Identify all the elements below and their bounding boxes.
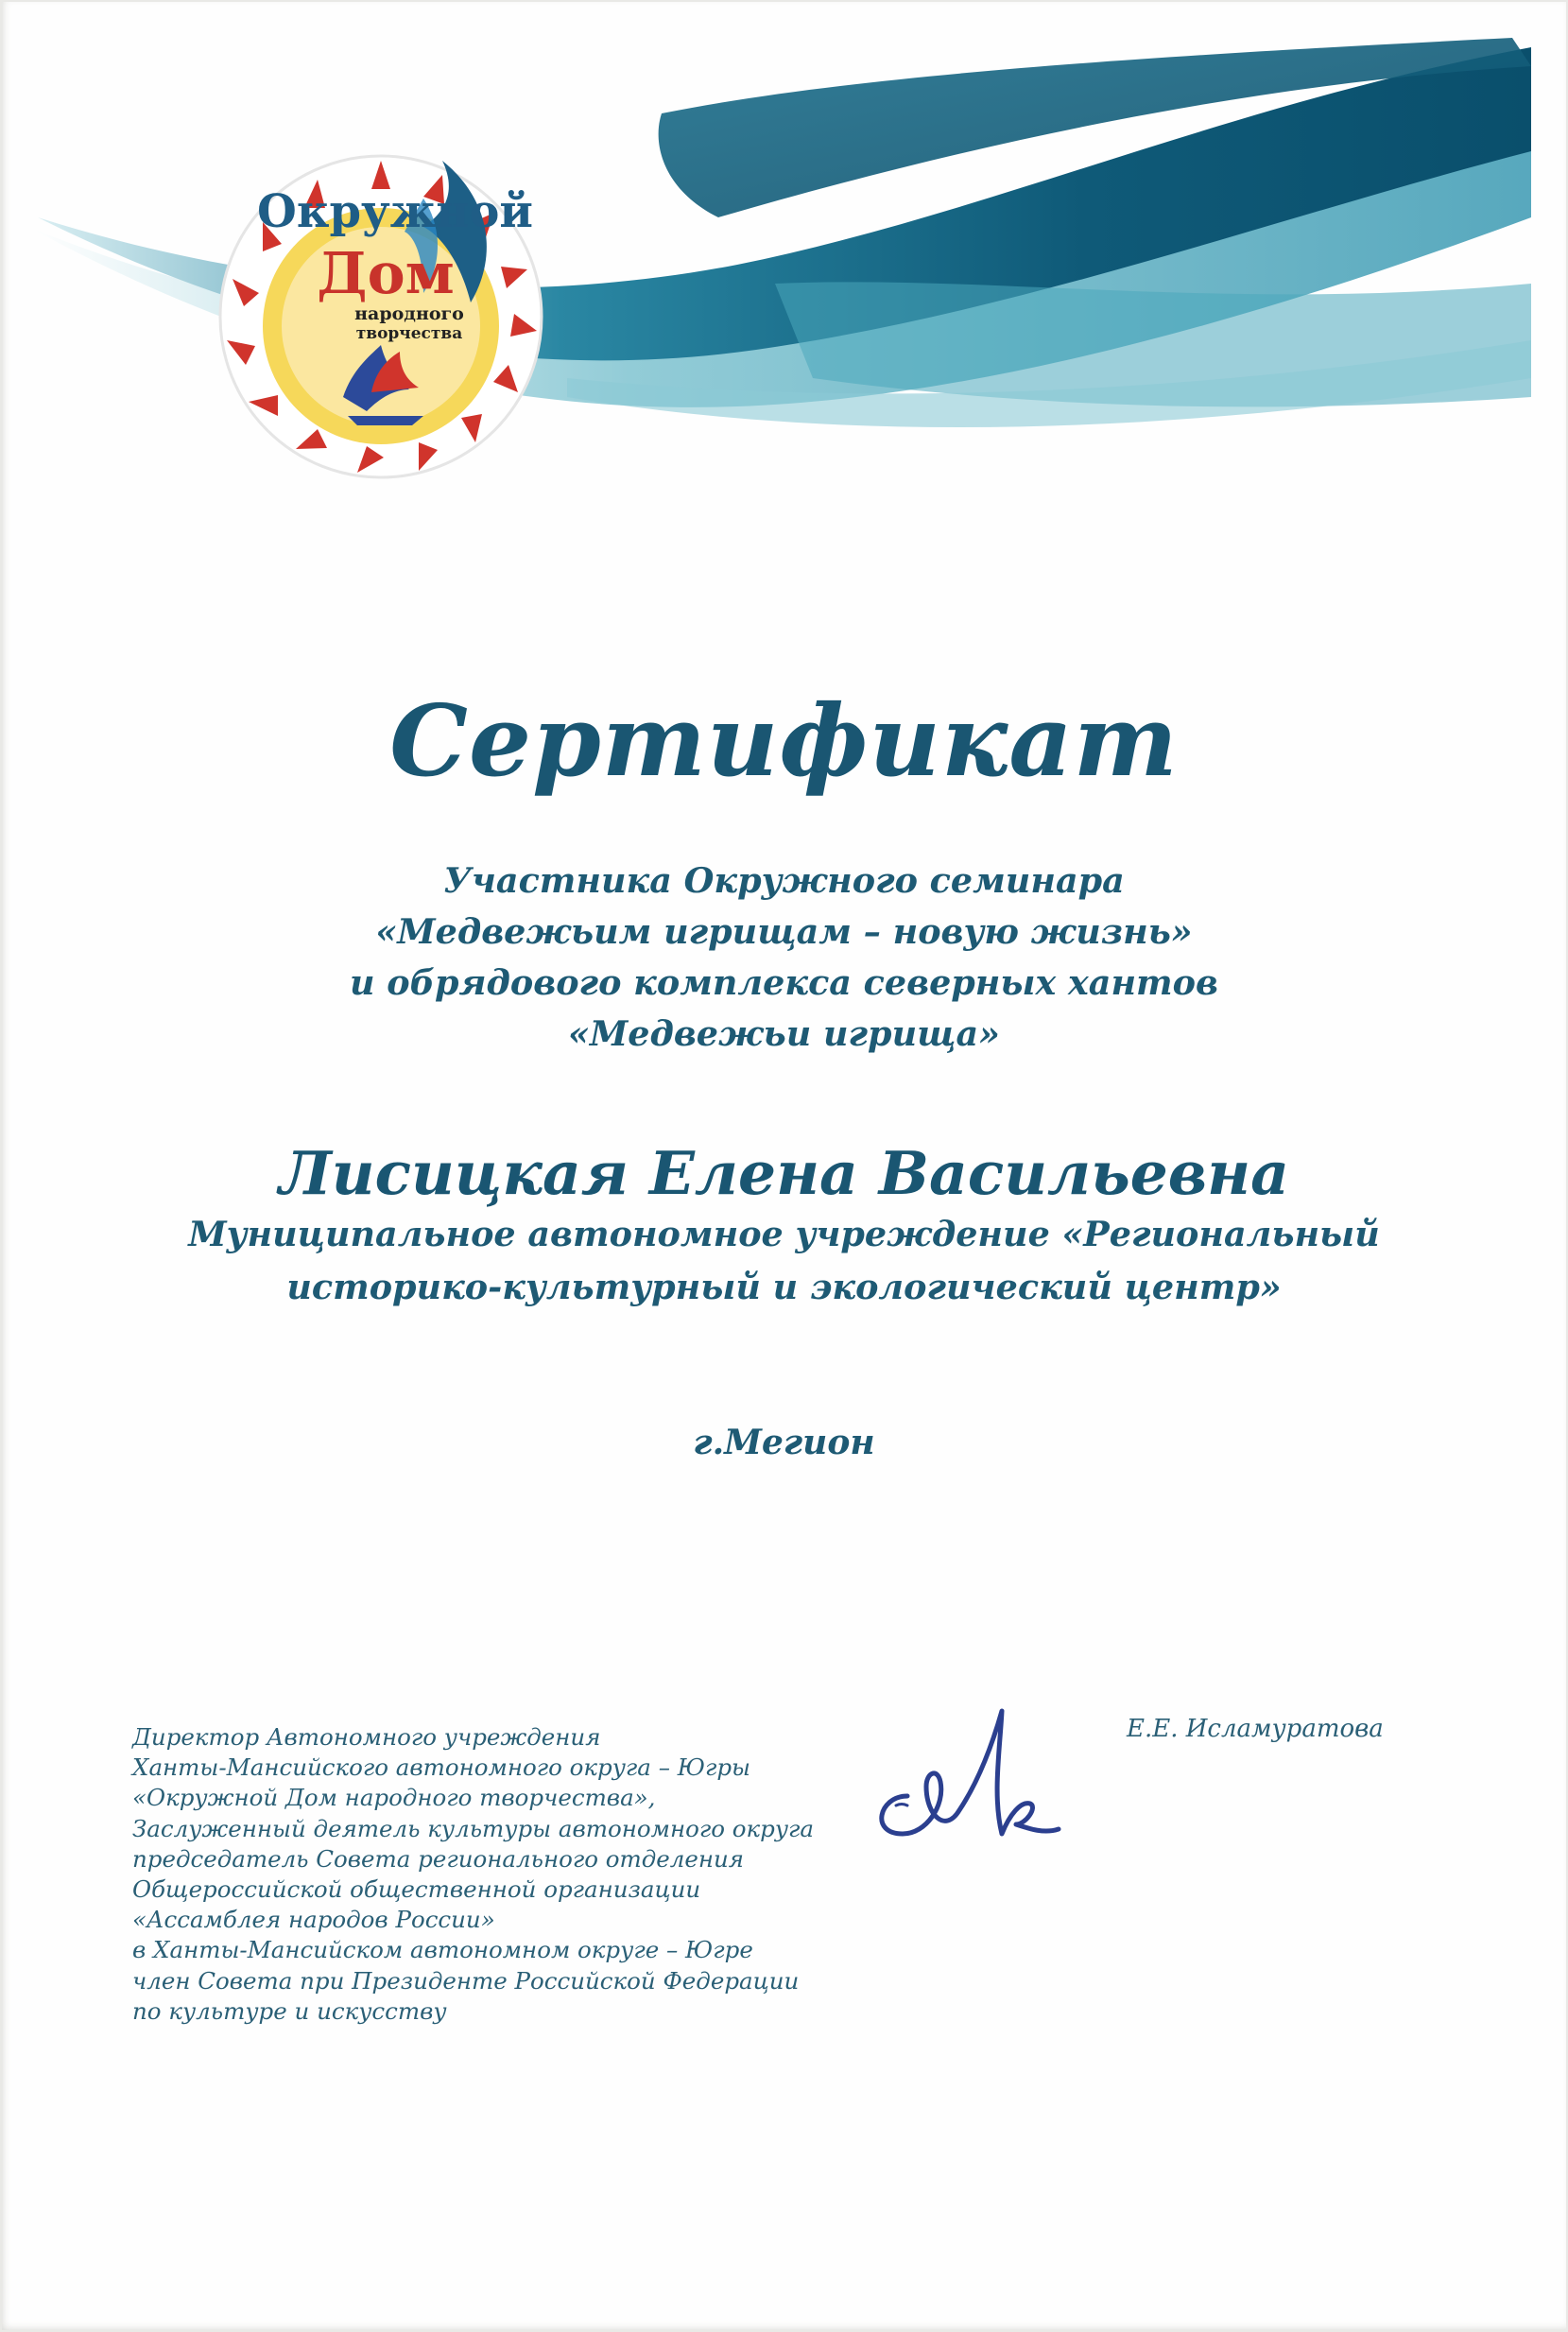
signer-title-line: Общероссийской общественной организации bbox=[132, 1875, 701, 1904]
logo-line3: народного bbox=[354, 303, 464, 324]
recipient-city: г.Мегион bbox=[693, 1423, 875, 1462]
signer-title-line: Заслуженный деятель культуры автономного округа bbox=[132, 1814, 815, 1842]
logo-line4: творчества bbox=[355, 324, 463, 343]
signer-name: Е.Е. Исламуратова bbox=[1127, 1715, 1384, 1743]
subtitle-line: «Медвежьим игрищам – новую жизнь» bbox=[375, 911, 1193, 952]
recipient-organization bbox=[0, 1208, 1568, 1314]
signer-title-line: в Ханты-Мансийском автономном округе – Югре bbox=[132, 1936, 753, 1964]
certificate-subtitle bbox=[0, 855, 1568, 1060]
organization-line: Муниципальное автономное учреждение «Региональный bbox=[188, 1214, 1380, 1254]
logo-line2: Дом bbox=[317, 241, 455, 307]
emblem-flame-sun-icon bbox=[206, 142, 556, 492]
signer-title-line: член Совета при Президенте Российской Федерации bbox=[132, 1966, 800, 1995]
signer-title-line: «Ассамблея народов России» bbox=[132, 1906, 495, 1934]
signer-title-line: Ханты-Мансийского автономного округа – Югры bbox=[132, 1753, 750, 1782]
logo-line1: Окружной bbox=[257, 185, 533, 238]
signer-title-line: «Окружной Дом народного творчества», bbox=[132, 1784, 656, 1812]
subtitle-line: и обрядового комплекса северных хантов bbox=[350, 962, 1218, 1003]
signer-title-line: Директор Автономного учреждения bbox=[132, 1723, 601, 1751]
subtitle-line: «Медвежьи игрища» bbox=[568, 1013, 1000, 1054]
signer-title bbox=[132, 1722, 851, 2027]
signer-title-line: по культуре и искусству bbox=[132, 1996, 447, 2025]
subtitle-line: Участника Окружного семинара bbox=[443, 860, 1125, 901]
certificate-title: Сертификат bbox=[389, 682, 1179, 799]
signer-title-line: председатель Совета регионального отделения bbox=[132, 1844, 745, 1873]
recipient-name: Лисицкая Елена Васильевна bbox=[279, 1138, 1289, 1208]
handwritten-signature-icon bbox=[851, 1692, 1096, 1853]
organization-line: историко-культурный и экологический центр» bbox=[286, 1267, 1282, 1307]
